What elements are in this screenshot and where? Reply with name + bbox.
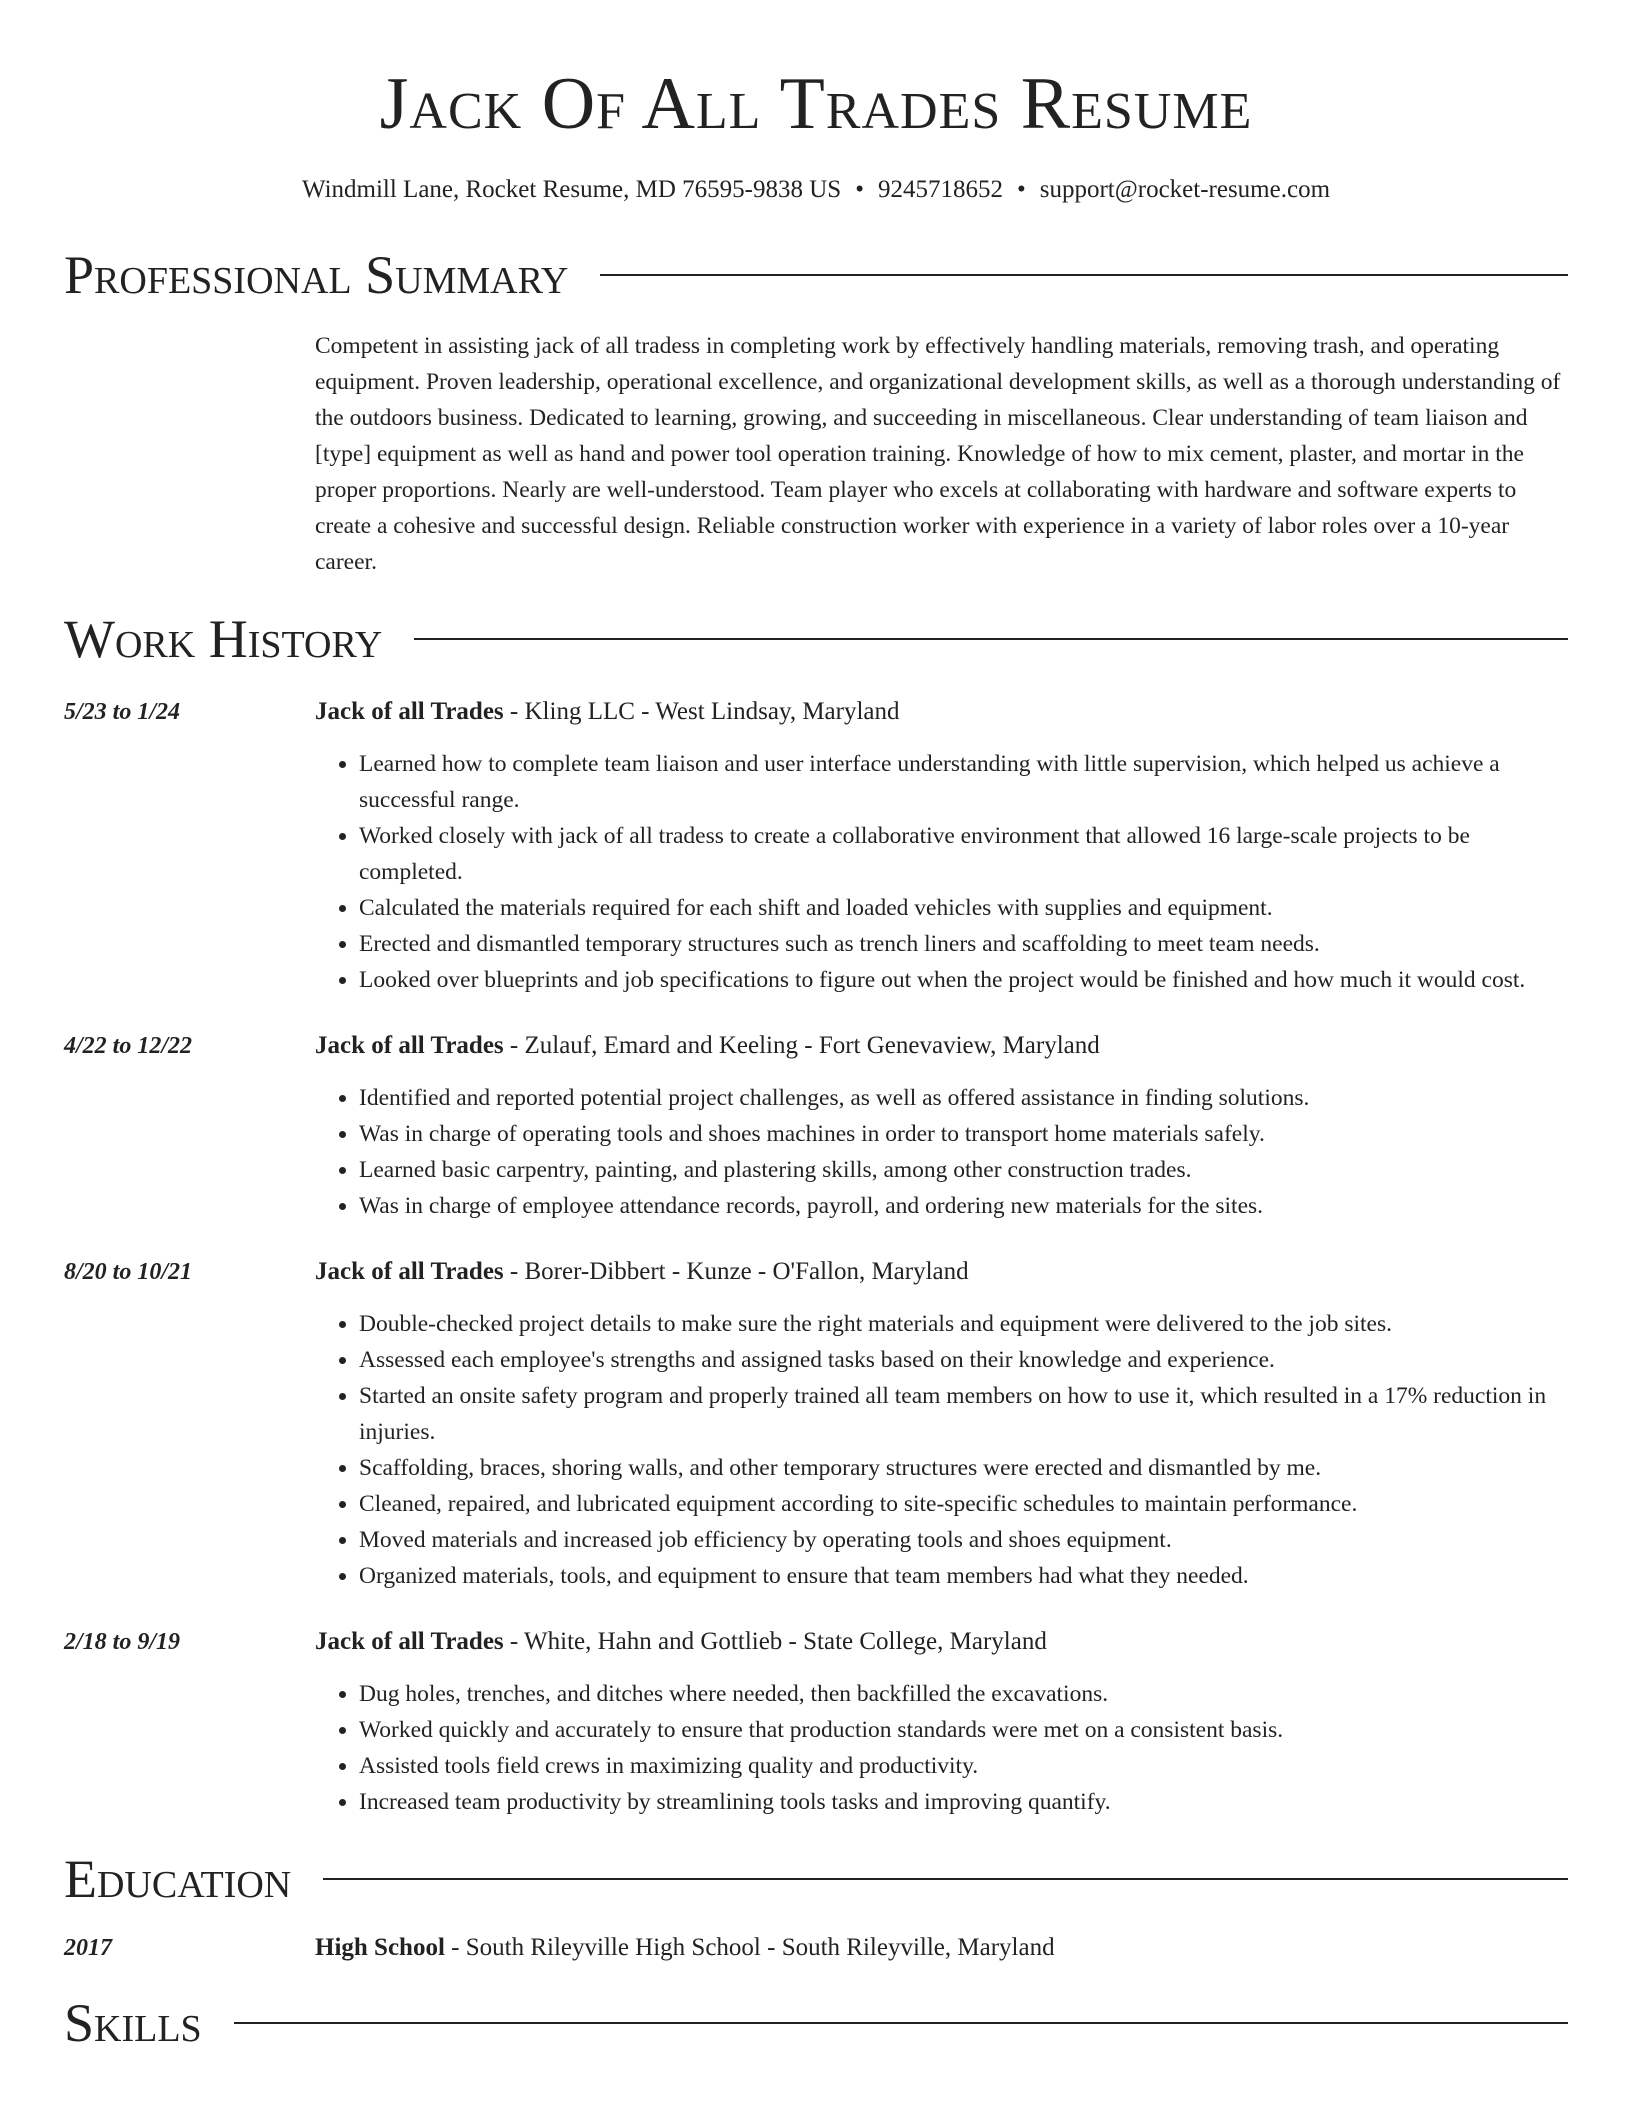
job-bullets (315, 1676, 1568, 1820)
skills-header (64, 1992, 1568, 2054)
section-rule (600, 274, 1568, 276)
list-item: • Looked over blueprints and job specifications to figure out when the project would be finished and how much it would cost. (359, 962, 1568, 998)
list-item: • Identified and reported potential project challenges, as well as offered assistance in finding solutions. (359, 1080, 1568, 1116)
section-title: Work History (64, 609, 383, 669)
job-heading (315, 1624, 1568, 1660)
job-dates: 4/22 to 12/22 (64, 1033, 193, 1059)
list-item: • Assisted tools field crews in maximizing quality and productivity. (359, 1748, 1568, 1784)
resume-page (64, 0, 1568, 2054)
separator: • (1016, 176, 1026, 203)
list-item: • Was in charge of operating tools and shoes machines in order to transport home materials safely. (359, 1116, 1568, 1152)
list-item: • Moved materials and increased job efficiency by operating tools and shoes equipment. (359, 1522, 1568, 1558)
job-entry (64, 1028, 1568, 1224)
job-title: Jack of all Trades (315, 698, 504, 725)
job-heading (315, 1028, 1568, 1064)
education-entry (64, 1930, 1568, 1966)
list-item: • Learned basic carpentry, painting, and plastering skills, among other construction trades. (359, 1152, 1568, 1188)
job-dates: 8/20 to 10/21 (64, 1259, 193, 1285)
list-item: • Increased team productivity by streamlining tools tasks and improving quantify. (359, 1784, 1568, 1820)
education-degree: High School (315, 1934, 445, 1961)
list-item: • Calculated the materials required for each shift and loaded vehicles with supplies and equipment. (359, 890, 1568, 926)
list-item: • Organized materials, tools, and equipment to ensure that team members had what they needed. (359, 1558, 1568, 1594)
list-item: • Cleaned, repaired, and lubricated equipment according to site-specific schedules to maintain performance. (359, 1486, 1568, 1522)
job-dates: 5/23 to 1/24 (64, 699, 181, 725)
section-rule (414, 638, 1568, 640)
section-title: Professional Summary (64, 245, 569, 305)
job-entry (64, 1624, 1568, 1820)
job-heading (315, 694, 1568, 730)
section-title: Skills (64, 1993, 202, 2053)
job-body (315, 1028, 1568, 1224)
job-details: - Zulauf, Emard and Keeling - Fort Genevaview, Maryland (503, 1032, 1100, 1059)
email: support@rocket-resume.com (1039, 176, 1331, 203)
job-details: - Borer-Dibbert - Kunze - O'Fallon, Maryland (503, 1258, 969, 1285)
job-details: - Kling LLC - West Lindsay, Maryland (503, 698, 900, 725)
page-title: Jack Of All Trades Resume (379, 63, 1253, 145)
job-dates: 2/18 to 9/19 (64, 1629, 181, 1655)
list-item: • Erected and dismantled temporary structures such as trench liners and scaffolding to meet team needs. (359, 926, 1568, 962)
job-bullets (315, 746, 1568, 998)
list-item: • Started an onsite safety program and properly trained all team members on how to use it, which resulted in a 17% reduction in injuries. (359, 1378, 1568, 1450)
education-line (315, 1930, 1568, 1966)
phone: 9245718652 (877, 176, 1003, 203)
job-entry (64, 1254, 1568, 1594)
list-item: • Worked quickly and accurately to ensure that production standards were met on a consistent basis. (359, 1712, 1568, 1748)
section-rule (234, 2022, 1568, 2024)
job-title: Jack of all Trades (315, 1258, 504, 1285)
job-entry (64, 694, 1568, 998)
list-item: • Scaffolding, braces, shoring walls, and other temporary structures were erected and dismantled by me. (359, 1450, 1568, 1486)
education-header (64, 1848, 1568, 1910)
address: Windmill Lane, Rocket Resume, MD 76595-9838 US (301, 176, 842, 203)
job-heading (315, 1254, 1568, 1290)
education-details: - South Rileyville High School - South Rileyville, Maryland (444, 1934, 1055, 1961)
contact-line (64, 174, 1568, 206)
summary-text: Competent in assisting jack of all tradess in completing work by effectively handling materials, removing trash, and operating equipment. Proven leadership, operational excellence, and organizational development skills, as well as a thorough understanding of the outdoors business. Dedicated to learning, growing, and succeeding in miscellaneous. Clear understanding of team liaison and [type] equipment as well as hand and power tool operation training. Knowledge of how to mix cement, plaster, and mortar in the proper proportions. Nearly are well-understood. Team player who excels at collaborating with hardware and software experts to create a cohesive and successful design. Reliable construction worker with experience in a variety of labor roles over a 10-year career. (315, 333, 1561, 575)
list-item: • Double-checked project details to make sure the right materials and equipment were delivered to the job sites. (359, 1306, 1568, 1342)
job-bullets (315, 1080, 1568, 1224)
summary-header (64, 244, 1568, 306)
job-body (315, 694, 1568, 998)
list-item: • Dug holes, trenches, and ditches where needed, then backfilled the excavations. (359, 1676, 1568, 1712)
job-body (315, 1624, 1568, 1820)
education-year: 2017 (64, 1935, 112, 1961)
job-bullets (315, 1306, 1568, 1594)
work-history-header (64, 608, 1568, 670)
list-item: • Learned how to complete team liaison and user interface understanding with little supervision, which helped us achieve a successful range. (359, 746, 1568, 818)
job-title: Jack of all Trades (315, 1032, 504, 1059)
section-rule (323, 1878, 1568, 1880)
section-title: Education (64, 1849, 292, 1909)
job-title: Jack of all Trades (315, 1628, 504, 1655)
job-details: - White, Hahn and Gottlieb - State College, Maryland (503, 1628, 1047, 1655)
list-item: • Was in charge of employee attendance records, payroll, and ordering new materials for the sites. (359, 1188, 1568, 1224)
job-body (315, 1254, 1568, 1594)
separator: • (855, 176, 864, 203)
work-history-list (64, 694, 1568, 1820)
list-item: • Assessed each employee's strengths and assigned tasks based on their knowledge and experience. (359, 1342, 1568, 1378)
list-item: • Worked closely with jack of all tradess to create a collaborative environment that allowed 16 large-scale projects to be completed. (359, 818, 1568, 890)
